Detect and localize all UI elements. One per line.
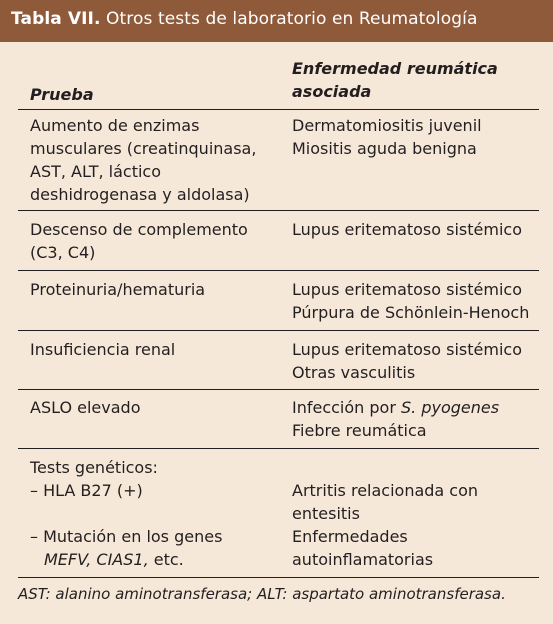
row-2-test-line2: (C3, C4) [30, 243, 96, 262]
row-rule-4 [18, 389, 539, 390]
row-2-test-line1: Descenso de complemento [30, 220, 248, 239]
row-1-test-line1: Aumento de enzimas [30, 116, 200, 135]
row-6-sub2-etc: etc. [148, 550, 184, 569]
row-6-sub2-test-line1: – Mutación en los genes [30, 527, 223, 546]
row-1-test [30, 114, 256, 206]
row-6-sub2-disease [292, 525, 433, 571]
row-rule-2 [18, 270, 539, 271]
row-3-test [30, 278, 205, 301]
row-6-sub2-disease-line2: autoinflamatorias [292, 550, 434, 569]
row-1-disease [292, 114, 482, 160]
row-3-disease-line2: Púrpura de Schönlein-Henoch [292, 303, 530, 322]
row-4-test [30, 338, 175, 361]
row-1-test-line2: musculares (creatinquinasa, [30, 139, 257, 158]
row-5-disease-organism: S. pyogenes [401, 398, 500, 417]
row-6-sub2-test-line2 [30, 548, 222, 571]
column-header-test: Prueba [30, 85, 94, 104]
row-6-sub2-test [30, 525, 222, 571]
row-3-disease [292, 278, 529, 324]
header-rule [18, 109, 539, 110]
row-4-disease [292, 338, 522, 384]
row-1-disease-line2: Miositis aguda benigna [292, 139, 477, 158]
row-4-test-line1: Insuficiencia renal [30, 340, 176, 359]
row-rule-3 [18, 330, 539, 331]
row-3-test-line1: Proteinuria/hematuria [30, 280, 206, 299]
row-5-disease-text: Infección por [292, 398, 401, 417]
row-4-disease-line1: Lupus eritematoso sistémico [292, 340, 522, 359]
row-1-disease-line1: Dermatomiositis juvenil [292, 116, 482, 135]
row-5-test-line1: ASLO elevado [30, 398, 141, 417]
column-header-disease [292, 57, 498, 103]
row-6-test-group: Tests genéticos: [30, 458, 158, 477]
row-6-sub1-disease-line2: entesitis [292, 504, 360, 523]
row-1-test-line3: AST, ALT, láctico [30, 162, 161, 181]
column-header-disease-line2: asociada [292, 82, 372, 101]
table-footnote: AST: alanino aminotransferasa; ALT: aspartato aminotransferasa. [18, 585, 506, 603]
row-rule-6 [18, 577, 539, 578]
row-6-sub1-disease-line1: Artritis relacionada con [292, 481, 479, 500]
table-title [0, 0, 553, 42]
row-5-test [30, 396, 140, 419]
table-label: Tabla VII. [11, 9, 101, 29]
row-6-sub2-genes: MEFV, CIAS1, [44, 550, 149, 569]
row-rule-1 [18, 210, 539, 211]
row-6-sub2-disease-line1: Enfermedades [292, 527, 408, 546]
row-5-disease [292, 396, 499, 442]
row-1-test-line4: deshidrogenasa y aldolasa) [30, 185, 250, 204]
row-4-disease-line2: Otras vasculitis [292, 363, 416, 382]
row-5-disease-line2: Fiebre reumática [292, 421, 427, 440]
row-2-disease-line1: Lupus eritematoso sistémico [292, 220, 522, 239]
table-caption: Otros tests de laboratorio en Reumatología [106, 9, 478, 29]
row-rule-5 [18, 448, 539, 449]
row-2-disease [292, 218, 522, 241]
row-6-sub1-disease [292, 479, 478, 525]
row-3-disease-line1: Lupus eritematoso sistémico [292, 280, 522, 299]
column-header-disease-line1: Enfermedad reumática [292, 59, 498, 78]
row-6-sub1-test: – HLA B27 (+) [30, 481, 143, 500]
row-5-disease-line1 [292, 396, 499, 419]
row-2-test [30, 218, 248, 264]
